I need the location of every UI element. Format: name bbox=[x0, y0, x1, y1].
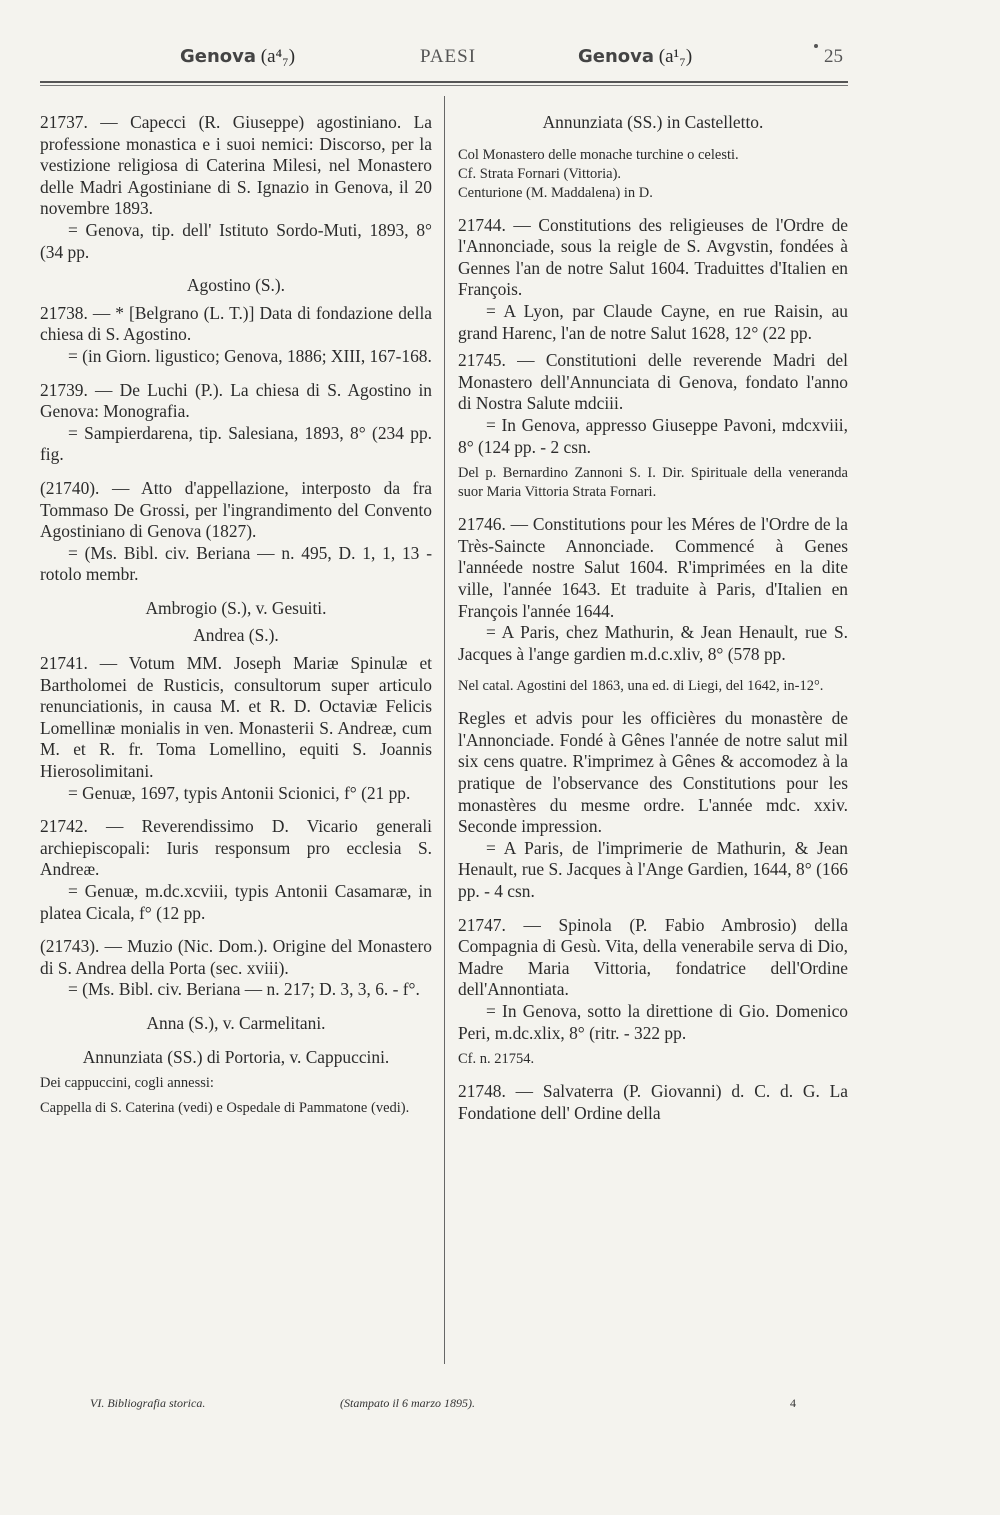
imprint-21740: = (Ms. Bibl. civ. Beriana — n. 495, D. 1, 1, 13 - rotolo membr. bbox=[40, 542, 432, 585]
left-column bbox=[40, 112, 432, 1118]
heading-anna: Anna (S.), v. Carmelitani. bbox=[146, 1012, 326, 1033]
imprint-21745: = In Genova, appresso Giuseppe Pavoni, mdcxviii, 8° (124 pp. - 2 csn. bbox=[458, 414, 848, 457]
entry-21741: 21741. — Votum MM. Joseph Mariæ Spinulæ et Bartholomei de Rusticis, consultorum super articulo renunciationis, in causa M. et R. D. Octaviæ Felicis Lomellinæ monialis in ven. Monasterii S. Andreæ, cum M. et R. fr. Toma Lomellino, equiti S. Joannis Hierosolimitani. bbox=[40, 653, 432, 782]
footer-center: (Stampato il 6 marzo 1895). bbox=[340, 1396, 475, 1410]
page-number: 25 bbox=[824, 46, 843, 67]
running-header bbox=[40, 46, 860, 82]
imprint-21737: = Genova, tip. dell' Istituto Sordo-Muti, 1893, 8° (34 pp. bbox=[40, 219, 432, 262]
entry-21747: 21747. — Spinola (P. Fabio Ambrosio) della Compagnia di Gesù. Vita, della venerabile serva di Dio, Madre Maria Vittoria, fondatrice dell'Ordine dell'Annontiata. bbox=[458, 914, 848, 1000]
header-left-signature: (a⁴₇) bbox=[260, 46, 296, 67]
imprint-21739: = Sampierdarena, tip. Salesiana, 1893, 8° (234 pp. fig. bbox=[40, 422, 432, 465]
footer-left: VI. Bibliografia storica. bbox=[90, 1396, 206, 1410]
imprint-21738: = (in Giorn. ligustico; Genova, 1886; XIII, 167-168. bbox=[68, 345, 432, 366]
entry-21738: 21738. — * [Belgrano (L. T.)] Data di fondazione della chiesa di S. Agostino. bbox=[40, 302, 432, 345]
note-centurione: Centurione (M. Maddalena) in D. bbox=[458, 184, 653, 201]
entry-regles: Regles et advis pour les officières du monastère de l'Annonciade. Fondé à Gênes l'année de notre salut mil six cens quatre. R'imprimez à Gênes & accomodez à la pratique de l'observance des Constitutions pour les monastères du mesme ordre. L'année mdc. xxiv. Seconde impression. bbox=[458, 708, 848, 837]
imprint-21741: = Genuæ, 1697, typis Antonii Scionici, f° (21 pp. bbox=[68, 782, 411, 803]
entry-21745: 21745. — Constitutioni delle reverende Madri del Monastero dell'Annunciata di Genova, fondato l'anno di Nostra Salute mdciii. bbox=[458, 350, 848, 414]
note-21747: Cf. n. 21754. bbox=[458, 1051, 535, 1068]
note-cappuccini: Dei cappuccini, cogli annessi: bbox=[40, 1075, 214, 1092]
heading-annunziata-portoria: Annunziata (SS.) di Portoria, v. Cappuccini. bbox=[82, 1046, 390, 1067]
imprint-regles: = A Paris, de l'imprimerie de Mathurin, & Jean Henault, rue S. Jacques à l'Ange Gardien, 1644, 8° (166 pp. - 4 csn. bbox=[458, 837, 848, 902]
note-cappella: Cappella di S. Caterina (vedi) e Ospedale di Pammatone (vedi). bbox=[40, 1100, 410, 1117]
entry-21748: 21748. — Salvaterra (P. Giovanni) d. C. d. G. La Fondatione dell' Ordine della bbox=[458, 1081, 848, 1123]
header-rule-thick bbox=[40, 81, 848, 83]
heading-andrea: Andrea (S.). bbox=[193, 625, 279, 646]
imprint-21744: = A Lyon, par Claude Cayne, en rue Raisin, au grand Harenc, l'an de notre Salut 1628, 12° (22 pp. bbox=[458, 300, 848, 343]
entry-21743: (21743). — Muzio (Nic. Dom.). Origine del Monastero di S. Andrea della Porta (sec. xviii). bbox=[40, 936, 432, 978]
header-right-signature: (a¹₇) bbox=[658, 46, 693, 67]
entry-21744: 21744. — Constitutions des religieuses de l'Ordre de l'Annonciade, sous la reigle de S. Avgvstin, fondées à Gennes l'an de notre Salut 1604. Traduittes d'Italien en François. bbox=[458, 214, 848, 300]
header-center-title: PAESI bbox=[420, 46, 477, 67]
header-right bbox=[578, 46, 692, 68]
entry-21746: 21746. — Constitutions pour les Méres de l'Ordre de la Très-Saincte Annonciade. Commencé à Genes l'annéede nostre Salut 1604. R'imprimées en la dite ville, l'année 1643. Et traduite à Paris, d'Italien en François l'année 1644. bbox=[458, 514, 848, 621]
heading-agostino: Agostino (S.). bbox=[186, 275, 286, 296]
header-rule-thin bbox=[40, 85, 848, 86]
imprint-21742: = Genuæ, m.dc.xcviii, typis Antonii Casamaræ, in platea Cicala, f° (12 pp. bbox=[40, 881, 432, 923]
imprint-21746: = A Paris, chez Mathurin, & Jean Henault, rue S. Jacques à l'ange gardien m.d.c.xliv, 8° (578 pp. bbox=[458, 622, 848, 664]
imprint-21747: = In Genova, sotto la direttione di Gio. Domenico Peri, m.dc.xlix, 8° (ritr. - 322 pp. bbox=[458, 1001, 848, 1043]
right-column bbox=[458, 112, 848, 1124]
column-divider bbox=[444, 96, 445, 1364]
entry-21739: 21739. — De Luchi (P.). La chiesa di S. Agostino in Genova: Monografia. bbox=[40, 379, 432, 422]
header-left-title: Genova bbox=[180, 46, 257, 67]
note-cf-strata: Cf. Strata Fornari (Vittoria). bbox=[458, 165, 622, 182]
note-monastero: Col Monastero delle monache turchine o celesti. bbox=[458, 146, 739, 163]
note-21745: Del p. Bernardino Zannoni S. I. Dir. Spirituale della veneranda suor Maria Vittoria Strata Fornari. bbox=[458, 465, 848, 501]
note-21746: Nel catal. Agostini del 1863, una ed. di Liegi, del 1642, in-12°. bbox=[458, 678, 824, 695]
entry-21740: (21740). — Atto d'appellazione, interposto da fra Tommaso De Grossi, per l'ingrandimento del Convento Agostiniano di Genova (1827). bbox=[40, 477, 432, 542]
header-left bbox=[180, 46, 295, 68]
header-right-title: Genova bbox=[578, 46, 655, 67]
entry-21737: 21737. — Capecci (R. Giuseppe) agostiniano. La professione monastica e i suoi nemici: Discorso, per la vestizione religiosa di Caterina Milesi, nel Monastero delle Madri Agostiniane di S. Ignazio in Genova, il 20 novembre 1893. bbox=[40, 112, 432, 219]
footer-signature: 4 bbox=[790, 1396, 796, 1410]
heading-annunziata-castelletto: Annunziata (SS.) in Castelletto. bbox=[542, 112, 764, 132]
imprint-21743: = (Ms. Bibl. civ. Beriana — n. 217; D. 3, 3, 6. - f°. bbox=[68, 979, 420, 1000]
heading-ambrogio: Ambrogio (S.), v. Gesuiti. bbox=[145, 597, 327, 618]
entry-21742: 21742. — Reverendissimo D. Vicario generali archiepiscopali: Iuris responsum pro ecclesia S. Andreæ. bbox=[40, 816, 432, 880]
